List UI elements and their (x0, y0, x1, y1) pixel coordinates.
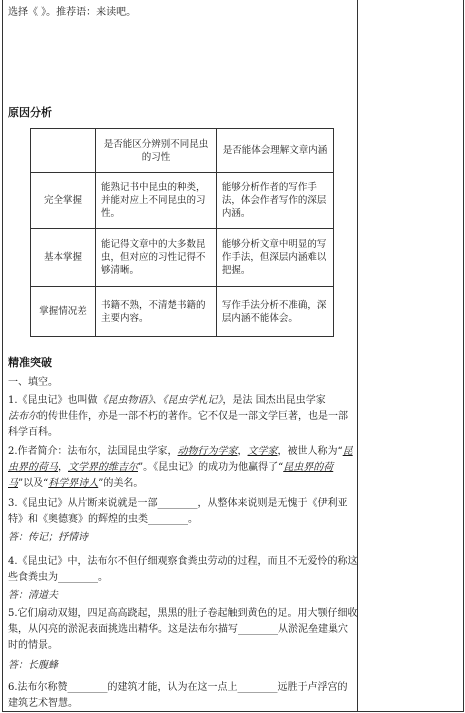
question-2-line-2: 虫界的荷马，文学界的维吉尔”。《昆虫记》的成功为他赢得了“昆虫界的荷 (8, 462, 334, 473)
question-5-line-1: 5.它们扇动双翅，四足高高跷起，黑黑的肚子卷起触到黄色的足。用大颚仔细收 (8, 608, 358, 619)
table-header-row (31, 129, 334, 173)
section-title-breakthrough: 精准突破 (8, 356, 52, 369)
question-1-line-2: 法布尔的传世佳作，亦是一部不朽的著作。它不仅是一部文学巨著，也是一部 (8, 411, 348, 422)
table-row (31, 229, 334, 287)
table-row (31, 173, 334, 229)
question-5-answer: 答：长腹蜂 (8, 660, 58, 671)
table-cell: 能熟记书中昆虫的种类，并能对应上不同昆虫的习性。 (96, 173, 217, 229)
section-title-analysis: 原因分析 (8, 106, 52, 119)
question-6-line-1: 6.法布尔称赞________的建筑才能，认为在这一点上________远胜于卢浮宫的 (8, 682, 348, 693)
row-label: 掌握情况差 (31, 287, 96, 337)
question-4-answer: 答：清道夫 (8, 590, 58, 601)
analysis-table (30, 128, 334, 337)
fill-blank-title: 一、填空。 (8, 377, 58, 388)
col-header-habits: 是否能区分辨别不同昆虫的习性 (96, 129, 217, 173)
table-cell: 能记得文章中的大多数昆虫，但对应的习性记得不够清晰。 (96, 229, 217, 287)
question-4-line-1: 4.《昆虫记》中，法布尔不但仔细观察食粪虫劳动的过程，而且不无爱怜的称这 (8, 556, 358, 567)
table-cell: 书籍不熟，不清楚书籍的主要内容。 (96, 287, 217, 337)
question-4-line-2: 些食粪虫为________。 (8, 572, 108, 583)
row-label: 基本掌握 (31, 229, 96, 287)
table-corner-cell (31, 129, 96, 173)
table-cell: 能够分析作者的写作手法，体会作者写作的深层内涵。 (216, 173, 333, 229)
col-header-meaning: 是否能体会理解文章内涵 (216, 129, 333, 173)
question-3-line-1: 3.《昆虫记》从片断来说就是一部________，从整体来说则是无愧于《伊利亚 (8, 498, 348, 509)
table-row (31, 287, 334, 337)
question-1-line-1: 1.《昆虫记》也叫做《昆虫物语》、《昆虫学札记》，是法 国杰出昆虫学家 (8, 395, 326, 406)
question-5-line-2: 集，从闪亮的淤泥表面挑选出精华。这是法布尔描写________从淤泥垒建巢穴 (8, 624, 348, 635)
row-label: 完全掌握 (31, 173, 96, 229)
table-cell: 能够分析文章中明显的写作手法，但深层内涵难以把握。 (216, 229, 333, 287)
question-3-answer: 答：传记；抒情诗 (8, 532, 88, 543)
table-cell: 写作手法分析不准确，深层内涵不能体会。 (216, 287, 333, 337)
question-6-line-2: 建筑艺术智慧。 (8, 698, 78, 709)
side-column-border (358, 0, 464, 712)
question-3-line-2: 特》和《奥德赛》的辉煌的虫类________。 (8, 514, 198, 525)
question-2-line-1: 2.作者简介：法布尔，法国昆虫学家，动物行为学家，文学家，被世人称为“昆 (8, 446, 353, 457)
main-cell-border (2, 0, 358, 712)
top-line: 选择《 》。推荐语：来读吧。 (8, 7, 137, 18)
question-5-line-3: 时的情景。 (8, 640, 58, 651)
question-2-line-3: 马”以及“科学界诗人”的美名。 (8, 478, 144, 489)
question-1-line-3: 科学百科。 (8, 427, 58, 438)
